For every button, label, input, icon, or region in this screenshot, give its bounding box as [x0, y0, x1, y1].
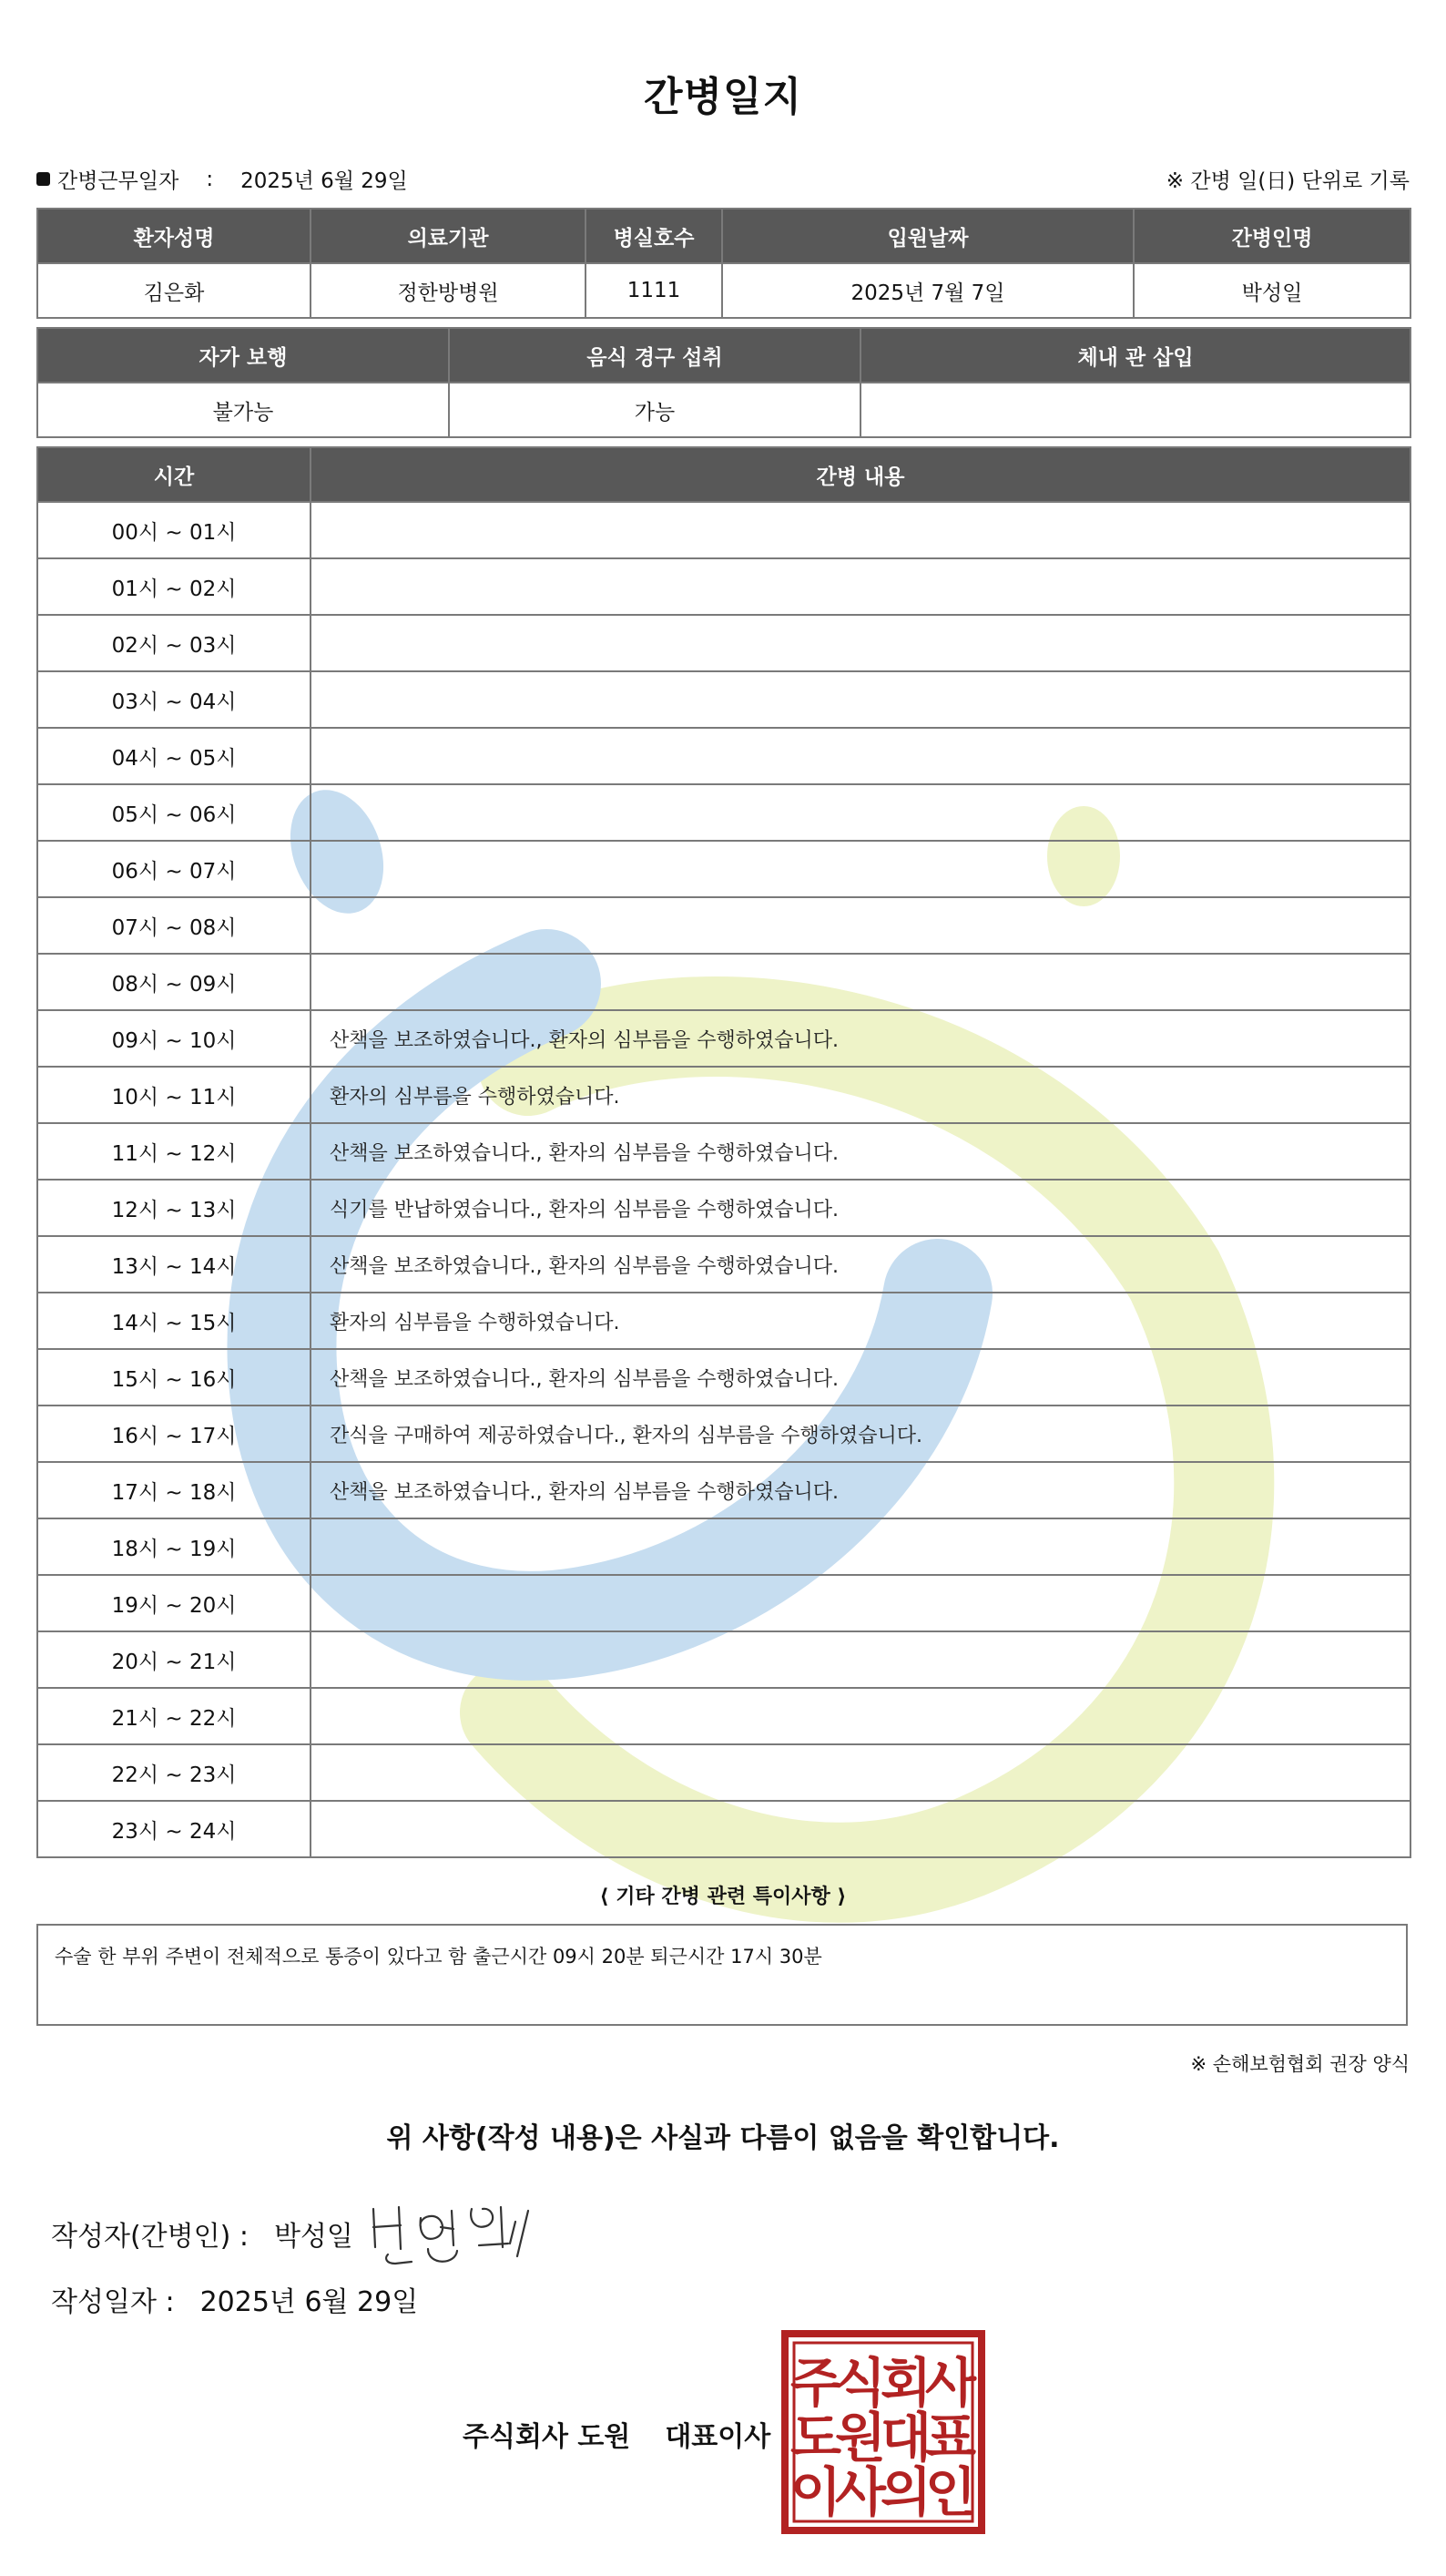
- care-log-content: 환자의 심부름을 수행하였습니다.: [311, 1293, 1410, 1349]
- care-log-content: 간식을 구매하여 제공하였습니다., 환자의 심부름을 수행하였습니다.: [311, 1406, 1410, 1462]
- svg-text:대: 대: [880, 2407, 932, 2469]
- care-log-time: 12시 ~ 13시: [37, 1180, 311, 1236]
- svg-text:사: 사: [924, 2352, 977, 2414]
- patient-info-table: [36, 208, 1411, 319]
- care-log-content: [311, 728, 1410, 784]
- care-log-time: 03시 ~ 04시: [37, 671, 311, 728]
- svg-text:원: 원: [834, 2407, 887, 2469]
- care-log-time: 21시 ~ 22시: [37, 1688, 311, 1744]
- care-log-content: [311, 1518, 1410, 1575]
- care-log-content: 산책을 보조하였습니다., 환자의 심부름을 수행하였습니다.: [311, 1123, 1410, 1180]
- care-log-row: [37, 1688, 1410, 1744]
- care-log-row: [37, 728, 1410, 784]
- care-log-content: [311, 615, 1410, 671]
- care-log-content: 산책을 보조하였습니다., 환자의 심부름을 수행하였습니다.: [311, 1010, 1410, 1067]
- care-log-row: [37, 1406, 1410, 1462]
- care-log-row: [37, 1631, 1410, 1688]
- care-log-content: [311, 1744, 1410, 1801]
- care-log-time: 06시 ~ 07시: [37, 841, 311, 897]
- patient-status-header-row: [37, 328, 1410, 383]
- company-seal-stamp: [779, 2328, 987, 2536]
- care-log-row: [37, 841, 1410, 897]
- care-log-time: 15시 ~ 16시: [37, 1349, 311, 1406]
- care-log-time: 11시 ~ 12시: [37, 1123, 311, 1180]
- care-log-content: [311, 784, 1410, 841]
- header-self-walking: 자가 보행: [37, 328, 449, 383]
- header-oral-intake: 음식 경구 섭취: [449, 328, 860, 383]
- author-line: [51, 2213, 353, 2254]
- header-time: 시간: [37, 447, 311, 502]
- care-log-content: 산책을 보조하였습니다., 환자의 심부름을 수행하였습니다.: [311, 1462, 1410, 1518]
- care-log-time: 02시 ~ 03시: [37, 615, 311, 671]
- svg-text:인: 인: [924, 2461, 977, 2523]
- care-log-content: [311, 1575, 1410, 1631]
- header-caregiver-name: 간병인명: [1134, 209, 1410, 263]
- work-date: [36, 164, 408, 194]
- care-log-content: [311, 558, 1410, 615]
- care-log-row: [37, 1236, 1410, 1293]
- tube-insertion-value: [860, 383, 1410, 437]
- care-log-time: 16시 ~ 17시: [37, 1406, 311, 1462]
- care-log-time: 08시 ~ 09시: [37, 954, 311, 1010]
- care-log-content: [311, 502, 1410, 558]
- written-date-value: 2025년 6월 29일: [199, 2286, 419, 2318]
- svg-text:도: 도: [789, 2407, 842, 2469]
- header-patient-name: 환자성명: [37, 209, 311, 263]
- care-log-time: 23시 ~ 24시: [37, 1801, 311, 1857]
- svg-text:회: 회: [880, 2352, 932, 2414]
- care-log-content: [311, 897, 1410, 954]
- care-log-time: 17시 ~ 18시: [37, 1462, 311, 1518]
- care-log-row: [37, 502, 1410, 558]
- care-log-row: [37, 1575, 1410, 1631]
- notes-text: 수술 한 부위 주변이 전체적으로 통증이 있다고 함 출근시간 09시 20분 퇴근시간 17시 30분: [55, 1946, 822, 1968]
- care-log-time: 04시 ~ 05시: [37, 728, 311, 784]
- care-log-time: 10시 ~ 11시: [37, 1067, 311, 1123]
- header-admission-date: 입원날짜: [722, 209, 1134, 263]
- self-walking-value: 불가능: [37, 383, 449, 437]
- care-log-time: 13시 ~ 14시: [37, 1236, 311, 1293]
- notes-box: [36, 1924, 1408, 2026]
- unit-note: ※ 간병 일(日) 단위로 기록: [1166, 169, 1410, 193]
- hospital-name: 정한방병원: [311, 263, 586, 318]
- patient-info-value-row: [37, 263, 1410, 318]
- work-date-separator: :: [206, 167, 214, 191]
- care-log-time: 14시 ~ 15시: [37, 1293, 311, 1349]
- svg-text:이: 이: [789, 2461, 842, 2523]
- care-log-row: [37, 1349, 1410, 1406]
- handwritten-signature: [364, 2191, 546, 2273]
- care-log-content: 환자의 심부름을 수행하였습니다.: [311, 1067, 1410, 1123]
- care-log-content: [311, 1688, 1410, 1744]
- care-log-row: [37, 1123, 1410, 1180]
- caregiver-name: 박성일: [1134, 263, 1410, 318]
- patient-status-value-row: [37, 383, 1410, 437]
- company-role: 대표이사: [665, 2421, 771, 2453]
- svg-text:표: 표: [924, 2407, 977, 2469]
- confirm-statement: 위 사항(작성 내용)은 사실과 다름이 없음을 확인합니다.: [386, 2122, 1060, 2154]
- care-log-content: 식기를 반납하였습니다., 환자의 심부름을 수행하였습니다.: [311, 1180, 1410, 1236]
- care-log-row: [37, 1518, 1410, 1575]
- document-title: 간병일지: [643, 74, 802, 120]
- svg-text:사: 사: [834, 2461, 887, 2523]
- care-log-row: [37, 784, 1410, 841]
- care-log-content: [311, 1631, 1410, 1688]
- care-log-row: [37, 1067, 1410, 1123]
- square-bullet-icon: [36, 172, 50, 186]
- care-log-row: [37, 558, 1410, 615]
- patient-status-table: [36, 327, 1411, 438]
- header-care-content: 간병 내용: [311, 447, 1410, 502]
- care-log-row: [37, 1462, 1410, 1518]
- care-log-time: 00시 ~ 01시: [37, 502, 311, 558]
- care-log-body: [37, 502, 1410, 1857]
- care-log-row: [37, 954, 1410, 1010]
- care-log-time: 19시 ~ 20시: [37, 1575, 311, 1631]
- written-date-label: 작성일자 :: [51, 2286, 175, 2318]
- care-log-time: 09시 ~ 10시: [37, 1010, 311, 1067]
- oral-intake-value: 가능: [449, 383, 860, 437]
- recommend-note: ※ 손해보험협회 권장 양식: [1190, 2053, 1410, 2075]
- room-number: 1111: [586, 263, 722, 318]
- author-label: 작성자(간병인) :: [51, 2221, 249, 2253]
- header-room-number: 병실호수: [586, 209, 722, 263]
- care-log-row: [37, 671, 1410, 728]
- care-log-content: 산책을 보조하였습니다., 환자의 심부름을 수행하였습니다.: [311, 1349, 1410, 1406]
- header-hospital: 의료기관: [311, 209, 586, 263]
- patient-info-header-row: [37, 209, 1410, 263]
- svg-text:의: 의: [880, 2461, 932, 2523]
- care-log-time: 07시 ~ 08시: [37, 897, 311, 954]
- care-log-time: 18시 ~ 19시: [37, 1518, 311, 1575]
- company-line: [463, 2414, 770, 2454]
- care-log-header-row: [37, 447, 1410, 502]
- svg-text:주: 주: [789, 2352, 842, 2414]
- admission-date: 2025년 7월 7일: [722, 263, 1134, 318]
- header-tube-insertion: 체내 관 삽입: [860, 328, 1410, 383]
- care-log-row: [37, 1293, 1410, 1349]
- care-log-row: [37, 1010, 1410, 1067]
- care-log-content: [311, 841, 1410, 897]
- care-log-row: [37, 1180, 1410, 1236]
- work-date-label: 간병근무일자: [57, 169, 179, 193]
- care-log-content: [311, 1801, 1410, 1857]
- meta-row: [36, 164, 1410, 193]
- svg-text:식: 식: [834, 2352, 887, 2414]
- care-log-content: 산책을 보조하였습니다., 환자의 심부름을 수행하였습니다.: [311, 1236, 1410, 1293]
- care-log-row: [37, 897, 1410, 954]
- care-log-row: [37, 1744, 1410, 1801]
- care-log-content: [311, 954, 1410, 1010]
- care-log-time: 05시 ~ 06시: [37, 784, 311, 841]
- care-log-time: 22시 ~ 23시: [37, 1744, 311, 1801]
- care-log-time: 20시 ~ 21시: [37, 1631, 311, 1688]
- care-log-content: [311, 671, 1410, 728]
- care-log-row: [37, 615, 1410, 671]
- author-name: 박성일: [273, 2221, 353, 2253]
- company-name: 주식회사 도원: [463, 2421, 631, 2453]
- work-date-value: 2025년 6월 29일: [240, 169, 408, 193]
- care-log-time: 01시 ~ 02시: [37, 558, 311, 615]
- care-log-table: [36, 446, 1411, 1858]
- care-log-row: [37, 1801, 1410, 1857]
- written-date-line: [51, 2279, 418, 2319]
- notes-title: ⟨ 기타 간병 관련 특이사항 ⟩: [599, 1886, 847, 1908]
- patient-name: 김은화: [37, 263, 311, 318]
